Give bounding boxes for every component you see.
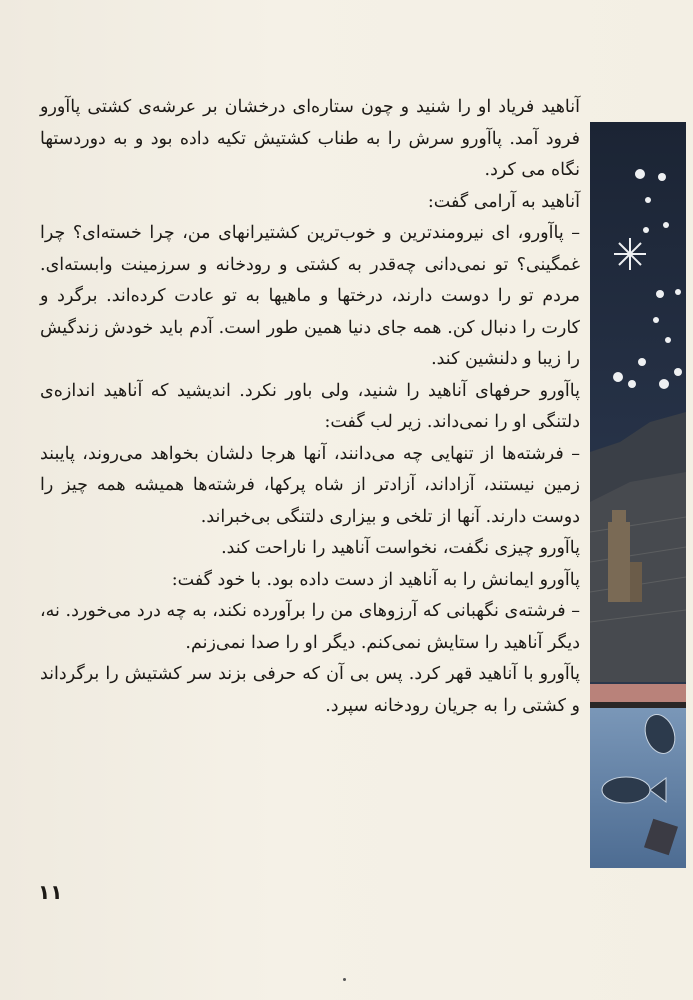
paragraph: – پاآورو، ای نیرومندترین و خوب‌ترین کشتیرانهای من، چرا خسته‌ای؟ چرا غمگینی؟ تو نمی‌دانی چه‌قدر به کشتی و رودخانه و سرزمینت وابسته‌ای. مردم تو را دوست دارند، درختها و ماهیها به تو عادت کرده‌اند. برگرد و کارت را دنبال کن. همه جای دنیا همین طور است. آدم باید خودش زندگیش را زیبا و دلنشین کند. xyxy=(40,223,580,369)
paragraph: آناهید فریاد او را شنید و چون ستاره‌ای درخشان بر عرشه‌ی کشتی پاآورو فرود آمد. پاآورو سرش را به طناب کشتیش تکیه داده بود و به دوردستها نگاه می کرد. xyxy=(40,97,580,180)
sunset-band xyxy=(590,684,686,702)
paragraph: پاآورو چیزی نگفت، نخواست آناهید را ناراحت کند. xyxy=(221,538,580,558)
paragraph: پاآورو حرفهای آناهید را شنید، ولی باور نکرد. اندیشید که آناهید اندازه‌ی دلتنگی او را نمی‌داند. زیر لب گفت: xyxy=(40,380,580,432)
illustration-art xyxy=(590,122,686,868)
paragraph: آناهید به آرامی گفت: xyxy=(427,191,580,212)
paragraph: پاآورو با آناهید قهر کرد. پس بی آن که حرفی بزند سر کشتیش را برگرداند و کشتی را به جریان رودخانه سپرد. xyxy=(40,664,580,716)
night-river-illustration xyxy=(590,122,686,868)
story-text xyxy=(40,92,580,722)
paragraph: پاآورو ایمانش را به آناهید از دست داده بود. با خود گفت: xyxy=(171,569,580,590)
page-number: ۱۱ xyxy=(38,880,63,904)
paragraph: – فرشته‌ها از تنهایی چه می‌دانند، آنها هرجا دلشان بخواهد می‌روند، پایبند زمین نیستند، آزاداند، آزادتر از شاه پرکها، فرشته‌ها همیشه همه چیز را دوست دارند. آنها از تلخی و بیزاری دلتنگی بی‌خبراند. xyxy=(40,443,580,527)
page-speck xyxy=(343,978,346,981)
paragraph: – فرشته‌ی نگهبانی که آرزوهای من را برآورده نکند، به چه درد می‌خورد. نه، دیگر آناهید را ستایش نمی‌کنم. دیگر او را صدا نمی‌زنم. xyxy=(40,601,580,653)
